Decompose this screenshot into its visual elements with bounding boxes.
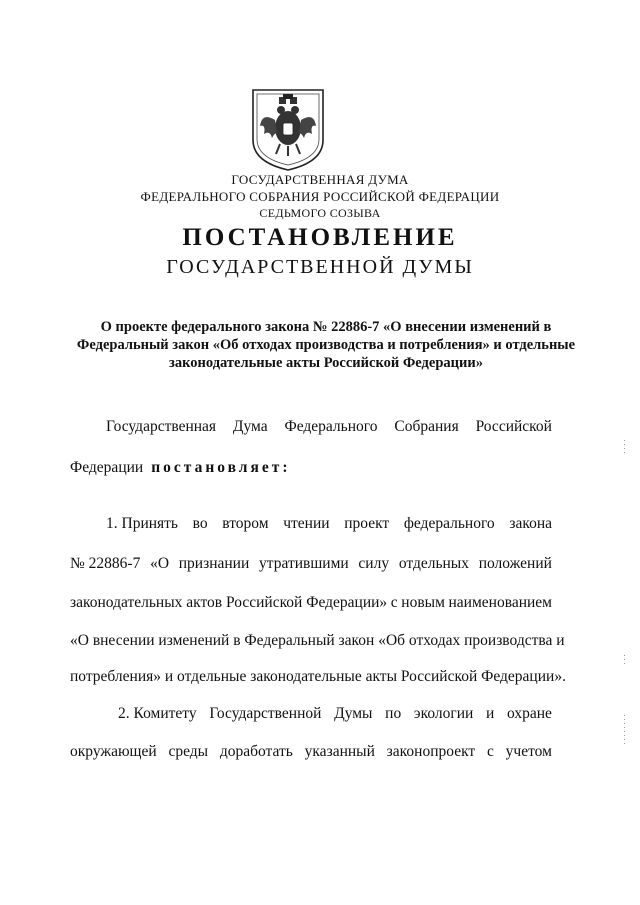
word: положений (478, 555, 552, 572)
word: доработать (219, 743, 293, 760)
word: и (486, 705, 495, 722)
word: № 22886-7 (70, 555, 141, 572)
word: федерального (403, 515, 495, 532)
word: утратившими (259, 555, 349, 572)
word: проект (344, 515, 390, 532)
scan-margin-marks (624, 655, 626, 667)
duma-name: ГОСУДАРСТВЕННАЯ ДУМА (231, 172, 409, 187)
p1-line-3 (70, 594, 552, 612)
word: новым (401, 594, 445, 611)
word: «О (150, 555, 170, 572)
word: среды (168, 743, 209, 760)
word: 2. Комитету (118, 705, 197, 722)
word: окружающей (70, 743, 157, 760)
text: «О внесении изменений в Федеральный закон «Об отходах производства и (70, 632, 565, 649)
word: Федерального (284, 418, 378, 435)
word: с (486, 743, 494, 760)
scan-margin-marks (624, 715, 626, 747)
word: Собрания (394, 418, 459, 435)
document-subtitle: ГОСУДАРСТВЕННОЙ ДУМЫ (166, 256, 474, 278)
intro-line-1 (106, 418, 552, 436)
word: Дума (232, 418, 268, 435)
p2-line-2 (70, 743, 552, 761)
p1-line-2 (70, 555, 552, 573)
document-title: ПОСТАНОВЛЕНИЕ (182, 224, 458, 251)
coat-of-arms-emblem (250, 88, 326, 172)
word: Думы (334, 705, 373, 722)
word: указанный (304, 743, 375, 760)
word: 1. Принять (106, 515, 179, 532)
word: законопроект (386, 743, 476, 760)
word: признании (178, 555, 250, 572)
intro-line-2 (70, 459, 291, 477)
word: Государственной (209, 705, 322, 722)
word: чтении (283, 515, 330, 532)
p1-line-4 (70, 632, 565, 650)
word: законодательных актов Российской Федерации» (70, 594, 388, 611)
word: Российской (475, 418, 552, 435)
word: закона (509, 515, 552, 532)
word: Федерации (70, 459, 144, 476)
word: охране (507, 705, 552, 722)
scan-margin-marks (624, 440, 626, 456)
text: потребления» и отдельные законодательные акты Российской Федерации». (70, 668, 566, 685)
word: по (385, 705, 402, 722)
word: с (390, 594, 398, 611)
word: отдельных (398, 555, 469, 572)
word: экологии (413, 705, 474, 722)
p1-line-5 (70, 668, 566, 686)
convocation: СЕДЬМОГО СОЗЫВА (259, 206, 381, 220)
word: силу (358, 555, 390, 572)
word: наименованием (448, 594, 552, 611)
word: учетом (505, 743, 552, 760)
assembly-name: ФЕДЕРАЛЬНОГО СОБРАНИЯ РОССИЙСКОЙ ФЕДЕРАЦИИ (140, 189, 500, 204)
p1-line-1 (106, 515, 552, 533)
p2-line-1 (118, 705, 552, 723)
resolution-subject: О проекте федерального закона № 22886-7 «О внесении изменений в Федеральный закон «Об отходах производства и потребления» и отдельные законодательные акты Российской Федерации» (76, 319, 576, 371)
word: Государственная (106, 418, 217, 435)
resolves-word: постановляет: (151, 459, 291, 476)
word: во (192, 515, 208, 532)
word: втором (222, 515, 269, 532)
